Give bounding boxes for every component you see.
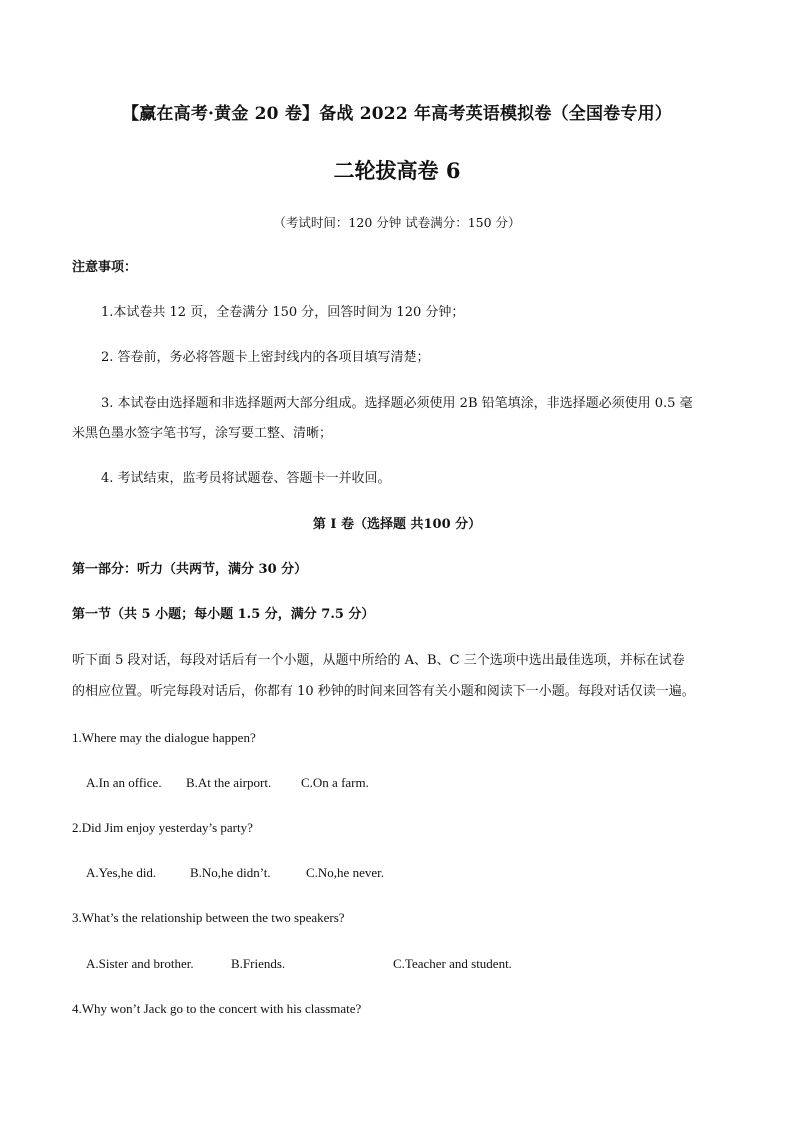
notice-heading: 注意事项：	[72, 260, 138, 275]
paper-subtitle: 二轮拔高卷 6	[333, 158, 461, 183]
option-b: B.No,he didn’t.	[190, 865, 271, 880]
notice-item: 2. 答卷前，务必将答题卡上密封线内的各项目填写清楚；	[101, 350, 430, 365]
option-b: B.Friends.	[231, 956, 286, 971]
notice-item: 3. 本试卷由选择题和非选择题两大部分组成。选择题必须使用 2B 铅笔填涂，非选择题必须使用 0.5 毫	[101, 396, 693, 411]
subsection-heading: 第一节（共 5 小题；每小题 1.5 分，满分 7.5 分）	[72, 607, 375, 622]
notice-item-continuation: 米黑色墨水签字笔书写，涂写要工整、清晰；	[72, 426, 333, 441]
question-text: 1.Where may the dialogue happen?	[72, 730, 256, 745]
option-c: C.On a farm.	[301, 775, 369, 790]
exam-time-info: （考试时间：120 分钟 试卷满分：150 分）	[273, 215, 521, 230]
section-title: 第 I 卷（选择题 共100 分）	[312, 517, 482, 532]
page-title: 【赢在高考·黄金 20 卷】备战 2022 年高考英语模拟卷（全国卷专用）	[122, 104, 672, 124]
option-b: B.At the airport.	[186, 775, 272, 790]
notice-item: 4. 考试结束，监考员将试题卷、答题卡一并收回。	[101, 471, 391, 486]
instructions-line: 听下面 5 段对话，每段对话后有一个小题，从题中所给的 A、B、C 三个选项中选出最佳选项，并标在试卷	[72, 653, 685, 668]
option-a: A.In an office.	[86, 775, 162, 790]
part-heading: 第一部分：听力（共两节，满分 30 分）	[72, 562, 308, 577]
option-a: A.Sister and brother.	[86, 956, 194, 971]
option-c: C.Teacher and student.	[393, 956, 512, 971]
question-text: 4.Why won’t Jack go to the concert with his classmate?	[72, 1001, 362, 1016]
option-c: C.No,he never.	[306, 865, 384, 880]
question-text: 2.Did Jim enjoy yesterday’s party?	[72, 820, 253, 835]
instructions-line: 的相应位置。听完每段对话后，你都有 10 秒钟的时间来回答有关小题和阅读下一小题。每段对话仅读一遍。	[72, 684, 695, 699]
question-text: 3.What’s the relationship between the two speakers?	[72, 910, 345, 925]
option-a: A.Yes,he did.	[86, 865, 157, 880]
notice-item: 1.本试卷共 12 页，全卷满分 150 分，回答时间为 120 分钟；	[101, 305, 465, 320]
